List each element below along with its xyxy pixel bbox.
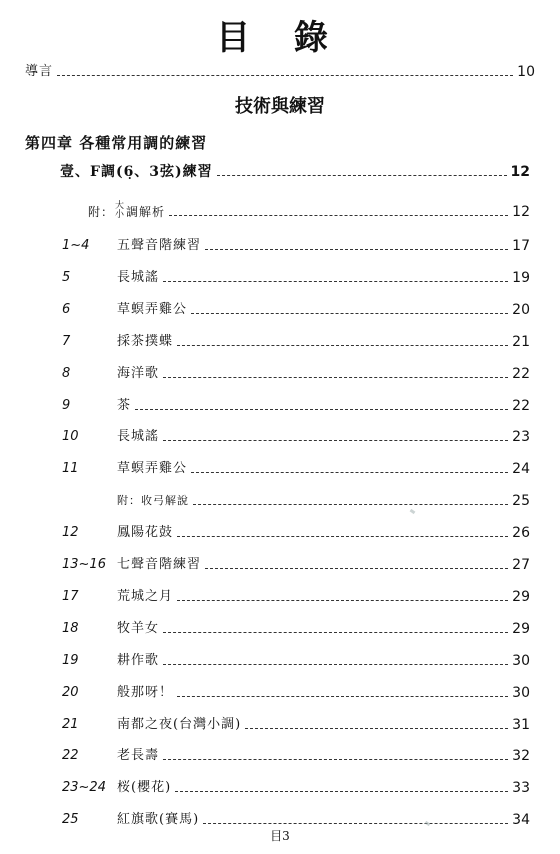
dot-leader — [169, 215, 508, 216]
entry-number: 10 — [62, 429, 79, 444]
toc-entry[interactable] — [62, 238, 530, 254]
entry-number: 1~4 — [62, 238, 90, 253]
toc-entry-appendix[interactable] — [88, 202, 530, 220]
dot-leader — [163, 759, 508, 760]
entry-page: 29 — [512, 621, 530, 637]
entry-title: 荒城之月 — [117, 589, 174, 604]
entry-number: 6 — [62, 302, 71, 317]
dot-leader — [191, 313, 508, 314]
stack-top: 大 — [115, 201, 126, 211]
entry-title: 般那呀！ — [117, 685, 174, 700]
entry-title: 茶 — [117, 398, 132, 413]
toc-entry[interactable] — [62, 493, 530, 509]
dot-leader — [177, 345, 508, 346]
page-title: 目 錄 — [216, 18, 344, 58]
dot-leader — [175, 791, 508, 792]
entry-label: 壹、F調(6̣、3弦)練習 — [60, 164, 213, 180]
entry-page: 34 — [512, 812, 530, 828]
entry-page: 25 — [512, 493, 530, 509]
entry-page: 22 — [512, 398, 530, 414]
toc-entry[interactable] — [62, 685, 530, 701]
entry-title: 南都之夜(台灣小調) — [117, 717, 242, 732]
dot-leader — [191, 472, 508, 473]
entry-number: 13~16 — [62, 557, 106, 572]
entry-number: 7 — [62, 334, 71, 349]
entry-number: 18 — [62, 621, 79, 636]
entry-number: 12 — [62, 525, 79, 540]
toc-entry[interactable] — [62, 334, 530, 350]
appendix-suffix: 調解析 — [126, 205, 166, 219]
toc-entry[interactable] — [62, 366, 530, 382]
toc-entry[interactable] — [62, 653, 530, 669]
entry-label: 導言 — [25, 64, 54, 79]
dot-leader — [163, 440, 508, 441]
dot-leader — [135, 409, 508, 410]
entry-number: 21 — [62, 717, 79, 732]
dot-leader — [205, 249, 508, 250]
entry-number: 19 — [62, 653, 79, 668]
entry-page: 17 — [512, 238, 530, 254]
dot-leader — [177, 696, 508, 697]
entry-title: 附：收弓解說 — [117, 494, 189, 507]
page-footer: 目3 — [270, 829, 290, 843]
entry-number: 25 — [62, 812, 79, 827]
entry-title: 長城謠 — [117, 429, 160, 444]
entry-page: 30 — [512, 685, 530, 701]
toc-entry[interactable] — [62, 589, 530, 605]
entry-page: 31 — [512, 717, 530, 733]
entry-number: 5 — [62, 270, 71, 285]
dot-leader — [245, 728, 508, 729]
entry-page: 30 — [512, 653, 530, 669]
entry-page: 32 — [512, 748, 530, 764]
dot-leader — [203, 823, 508, 824]
entry-number: 23~24 — [62, 780, 106, 795]
entry-page: 26 — [512, 525, 530, 541]
entry-page: 23 — [512, 429, 530, 445]
stack-bottom: 小 — [115, 210, 126, 220]
entry-number: 17 — [62, 589, 79, 604]
toc-entry[interactable] — [62, 717, 530, 733]
toc-entry[interactable] — [62, 270, 530, 286]
entry-title: 採茶撲蝶 — [117, 334, 174, 349]
toc-entry[interactable] — [62, 302, 530, 318]
entry-page: 22 — [512, 366, 530, 382]
toc-entry[interactable] — [62, 780, 530, 796]
entry-title: 長城謠 — [117, 270, 160, 285]
entry-page: 12 — [512, 204, 530, 220]
entry-title: 耕作歌 — [117, 653, 160, 668]
entry-title: 七聲音階練習 — [117, 557, 202, 572]
entry-page: 24 — [512, 461, 530, 477]
entry-page: 10 — [517, 64, 535, 80]
entry-page: 33 — [512, 780, 530, 796]
entry-page: 29 — [512, 589, 530, 605]
dot-leader — [217, 175, 507, 176]
entry-label — [88, 202, 165, 220]
appendix-prefix: 附： — [88, 205, 115, 219]
toc-entry[interactable] — [62, 461, 530, 477]
toc-entry[interactable] — [62, 525, 530, 541]
entry-number: 11 — [62, 461, 79, 476]
entry-number: 20 — [62, 685, 79, 700]
entry-title: 海洋歌 — [117, 366, 160, 381]
entry-title: 牧羊女 — [117, 621, 160, 636]
scan-mark — [410, 509, 416, 514]
major-minor-stack — [115, 202, 125, 220]
entry-title: 紅旗歌(賽馬) — [117, 812, 200, 827]
entry-number: 22 — [62, 748, 79, 763]
dot-leader — [177, 600, 508, 601]
entry-page: 21 — [512, 334, 530, 350]
chapter-heading: 第四章 各種常用調的練習 — [25, 134, 208, 152]
entry-title: 鳳陽花鼓 — [117, 525, 174, 540]
toc-entry-intro[interactable] — [25, 64, 535, 80]
dot-leader — [177, 536, 508, 537]
entry-page: 19 — [512, 270, 530, 286]
toc-entry[interactable] — [62, 398, 530, 414]
entry-title: 桜(櫻花) — [117, 780, 172, 795]
toc-entry[interactable] — [62, 621, 530, 637]
toc-entry[interactable] — [62, 557, 530, 573]
dot-leader — [57, 75, 513, 76]
dot-leader — [193, 504, 508, 505]
toc-entry[interactable] — [62, 429, 530, 445]
entry-number: 8 — [62, 366, 71, 381]
dot-leader — [163, 632, 508, 633]
dot-leader — [163, 281, 508, 282]
entry-page: 20 — [512, 302, 530, 318]
entry-title: 五聲音階練習 — [117, 238, 202, 253]
dot-leader — [163, 377, 508, 378]
entry-title: 草螟弄雞公 — [117, 461, 188, 476]
dot-leader — [163, 664, 508, 665]
toc-entry-part[interactable] — [60, 164, 530, 180]
entry-number: 9 — [62, 398, 71, 413]
entry-title: 草螟弄雞公 — [117, 302, 188, 317]
dot-leader — [205, 568, 508, 569]
entry-title: 老長壽 — [117, 748, 160, 763]
entry-page: 27 — [512, 557, 530, 573]
toc-entry[interactable] — [62, 812, 530, 828]
section-title: 技術與練習 — [235, 96, 325, 117]
toc-entry[interactable] — [62, 748, 530, 764]
entry-page: 12 — [510, 164, 530, 180]
